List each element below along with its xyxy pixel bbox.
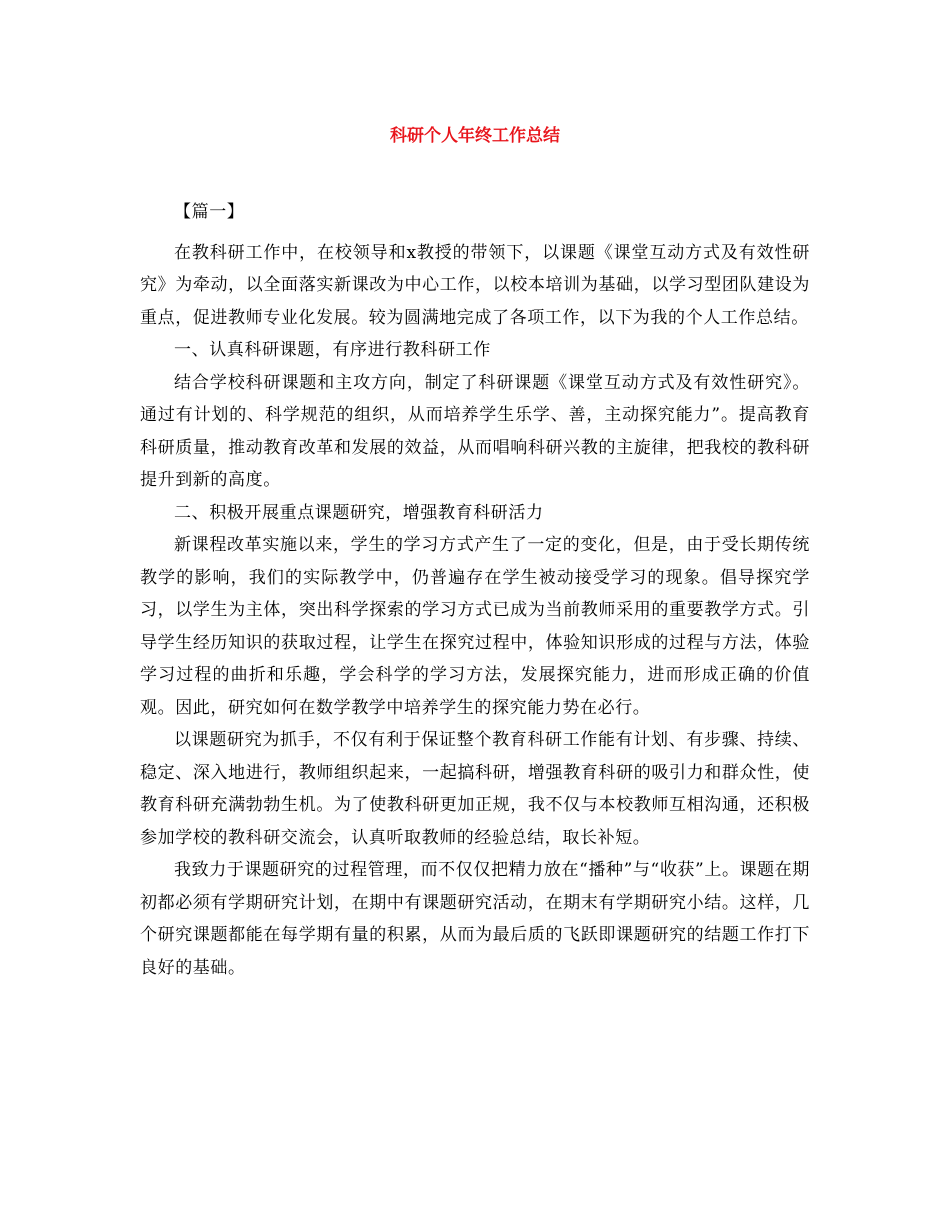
- paragraph-research-focus: 以课题研究为抓手，不仅有利于保证整个教育科研工作能有计划、有步骤、持续、稳定、深入地进行，教师组织起来，一起搞科研，增强教育科研的吸引力和群众性，使教育科研充满勃勃生机。为了使教科研更加正规，我不仅与本校教师互相沟通，还积极参加学校的教科研交流会，认真听取教师的经验总结，取长补短。: [140, 730, 810, 848]
- document-body: [140, 196, 810, 984]
- paragraph-curriculum-reform: 新课程改革实施以来，学生的学习方式产生了一定的变化，但是，由于受长期传统教学的影响，我们的实际教学中，仍普遍存在学生被动接受学习的现象。倡导探究学习，以学生为主体，突出科学探索的学习方式已成为当前教师采用的重要教学方式。引导学生经历知识的获取过程，让学生在探究过程中，体验知识形成的过程与方法，体验学习过程的曲折和乐趣，学会科学的学习方法，发展探究能力，进而形成正确的价值观。因此，研究如何在数学教学中培养学生的探究能力势在必行。: [140, 535, 810, 718]
- section-heading-2: 二、积极开展重点课题研究，增强教育科研活力: [174, 502, 544, 523]
- document-title: 科研个人年终工作总结: [390, 126, 560, 146]
- paragraph-process-management: 我致力于课题研究的过程管理，而不仅仅把精力放在“播种”与“收获”上。课题在期初都必须有学期研究计划，在期中有课题研究活动，在期末有学期研究小结。这样，几个研究课题都能在每学期有量的积累，从而为最后质的飞跃即课题研究的结题工作打下良好的基础。: [140, 860, 810, 978]
- paragraph-research-topic: 结合学校科研课题和主攻方向，制定了科研课题《课堂互动方式及有效性研究》。通过有计划的、科学规范的组织，从而培养学生乐学、善，主动探究能力”。提高教育科研质量，推动教育改革和发展的效益，从而唱响科研兴教的主旋律，把我校的教科研提升到新的高度。: [140, 372, 810, 490]
- section-tag: 【篇一】: [174, 202, 245, 222]
- section-heading-1: 一、认真科研课题，有序进行教科研工作: [174, 340, 491, 360]
- intro-paragraph: 在教科研工作中，在校领导和x教授的带领下，以课题《课堂互动方式及有效性研究》为牵动，以全面落实新课改为中心工作，以校本培训为基础，以学习型团队建设为重点，促进教师专业化发展。较为圆满地完成了各项工作，以下为我的个人工作总结。: [140, 242, 810, 328]
